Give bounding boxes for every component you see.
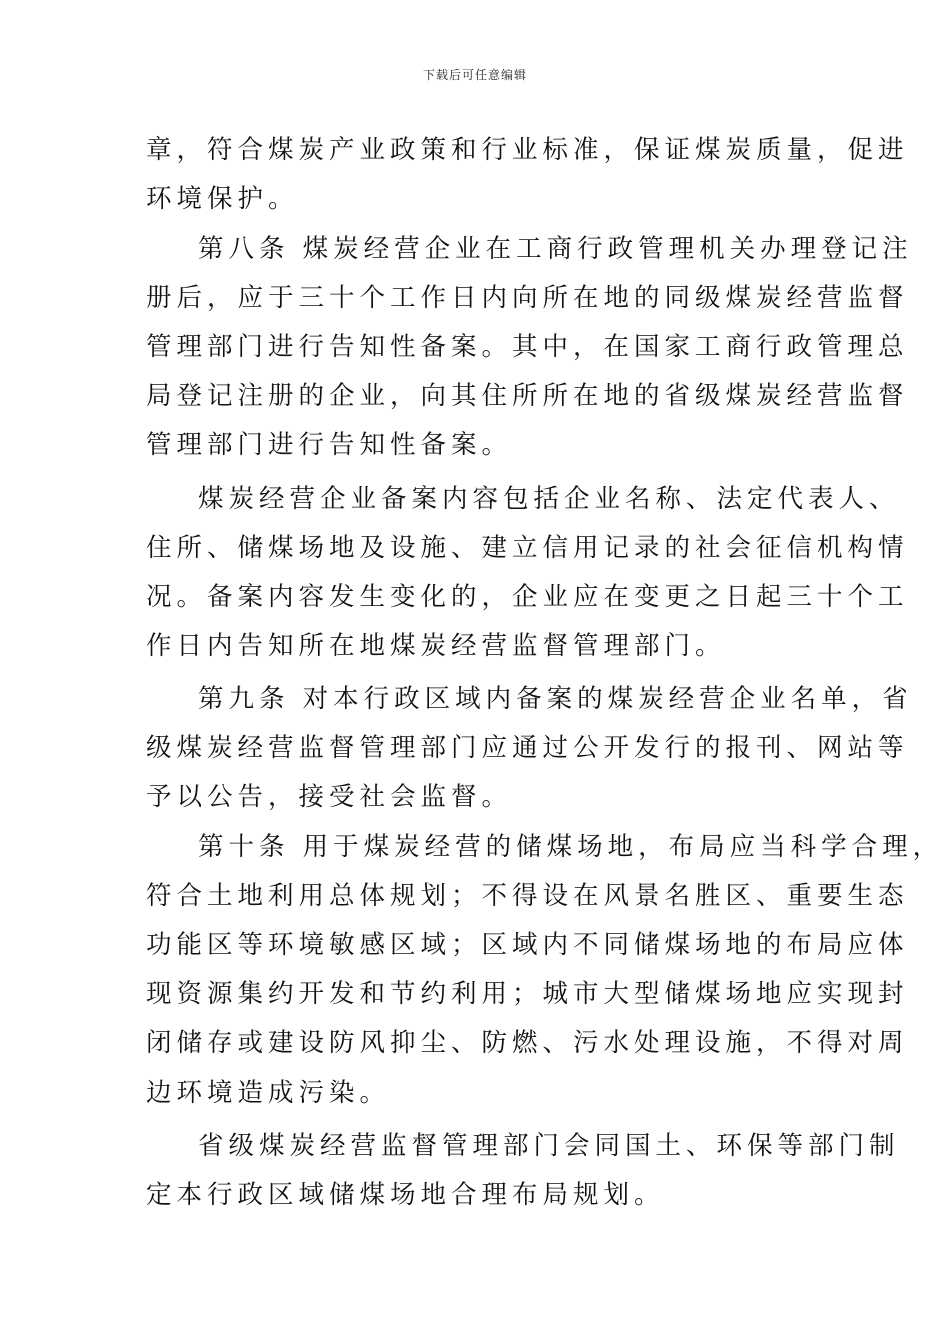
text-line: 册后，应于三十个工作日内向所在地的同级煤炭经营监督 bbox=[146, 283, 909, 313]
text-line: 章，符合煤炭产业政策和行业标准，保证煤炭质量，促进 bbox=[146, 135, 909, 165]
page-header-note: 下载后可任意编辑 bbox=[422, 68, 527, 82]
text-line: 第九条 对本行政区域内备案的煤炭经营企业名单，省 bbox=[198, 684, 913, 714]
text-line: 第十条 用于煤炭经营的储煤场地，布局应当科学合理， bbox=[198, 832, 944, 862]
text-line: 省级煤炭经营监督管理部门会同国土、环保等部门制 bbox=[198, 1131, 900, 1161]
text-line: 煤炭经营企业备案内容包括企业名称、法定代表人、 bbox=[198, 484, 900, 514]
text-line: 第八条 煤炭经营企业在工商行政管理机关办理登记注 bbox=[198, 234, 913, 264]
text-line: 功能区等环境敏感区域；区域内不同储煤场地的布局应体 bbox=[146, 930, 909, 960]
text-line: 符合土地利用总体规划；不得设在风景名胜区、重要生态 bbox=[146, 881, 909, 911]
text-line: 级煤炭经营监督管理部门应通过公开发行的报刊、网站等 bbox=[146, 733, 909, 763]
text-line: 定本行政区域储煤场地合理布局规划。 bbox=[146, 1180, 665, 1210]
text-line: 况。备案内容发生变化的，企业应在变更之日起三十个工 bbox=[146, 582, 909, 612]
text-line: 予以公告，接受社会监督。 bbox=[146, 782, 513, 812]
text-line: 作日内告知所在地煤炭经营监督管理部门。 bbox=[146, 631, 726, 661]
text-line: 环境保护。 bbox=[146, 184, 299, 214]
text-line: 住所、储煤场地及设施、建立信用记录的社会征信机构情 bbox=[146, 533, 909, 563]
text-line: 现资源集约开发和节约利用；城市大型储煤场地应实现封 bbox=[146, 979, 909, 1009]
text-line: 管理部门进行告知性备案。其中，在国家工商行政管理总 bbox=[146, 332, 909, 362]
text-line: 局登记注册的企业，向其住所所在地的省级煤炭经营监督 bbox=[146, 381, 909, 411]
text-line: 管理部门进行告知性备案。 bbox=[146, 430, 513, 460]
text-line: 边环境造成污染。 bbox=[146, 1078, 391, 1108]
text-line: 闭储存或建设防风抑尘、防燃、污水处理设施，不得对周 bbox=[146, 1028, 909, 1058]
